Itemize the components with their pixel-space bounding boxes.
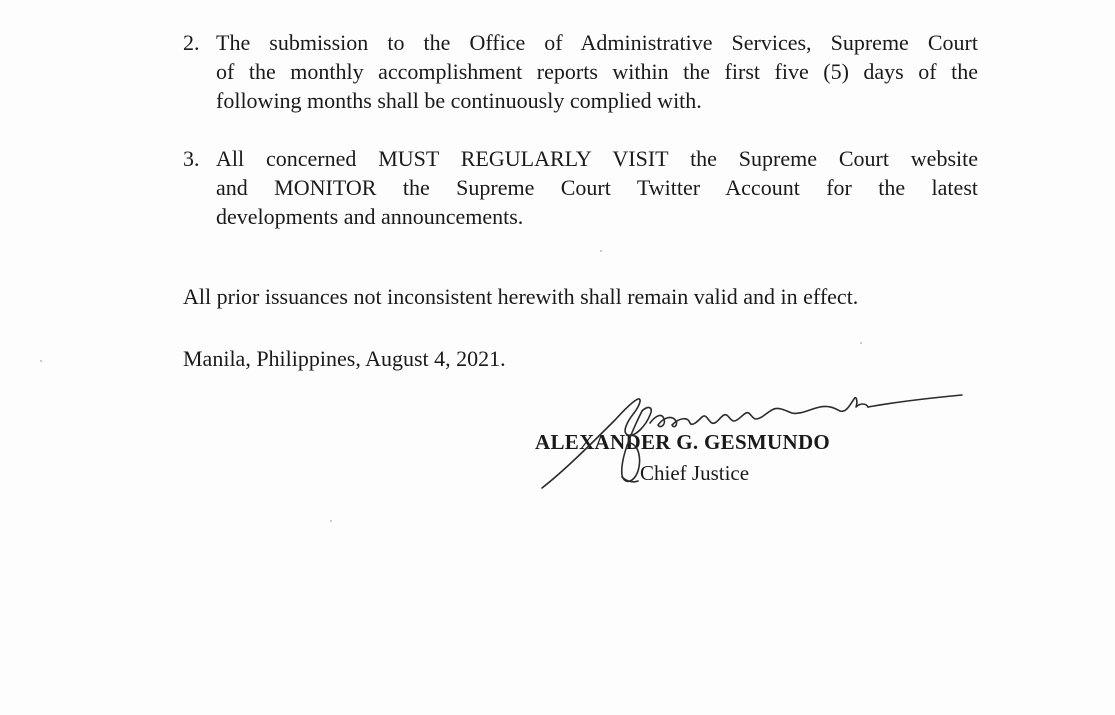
- list-item-line: The submission to the Office of Administrative Services, Supreme Court: [216, 30, 978, 55]
- paper-speck: [600, 250, 602, 252]
- signature-block: [530, 385, 970, 495]
- paper-speck: [330, 520, 332, 522]
- paper-speck: [860, 342, 862, 344]
- handwritten-signature: [530, 385, 970, 495]
- paper-speck: [40, 360, 42, 362]
- list-item-line: of the monthly accomplishment reports within the first five (5) days of the: [216, 59, 978, 84]
- list-item-number: 2.: [183, 30, 200, 55]
- list-item-number: 3.: [183, 146, 200, 171]
- signatory-title: Chief Justice: [640, 461, 750, 485]
- list-item-text: [216, 28, 978, 115]
- list-item-line: All concerned MUST REGULARLY VISIT the Supreme Court website: [216, 146, 978, 171]
- list-item-line: developments and announcements.: [216, 204, 524, 229]
- closing-statement: All prior issuances not inconsistent herewith shall remain valid and in effect.: [183, 284, 859, 309]
- list-item-line: and MONITOR the Supreme Court Twitter Account for the latest: [216, 175, 978, 200]
- list-item-text: [216, 144, 978, 231]
- list-item-line: following months shall be continuously complied with.: [216, 88, 702, 113]
- place-date: Manila, Philippines, August 4, 2021.: [183, 346, 506, 371]
- signatory-name: ALEXANDER G. GESMUNDO: [535, 430, 831, 454]
